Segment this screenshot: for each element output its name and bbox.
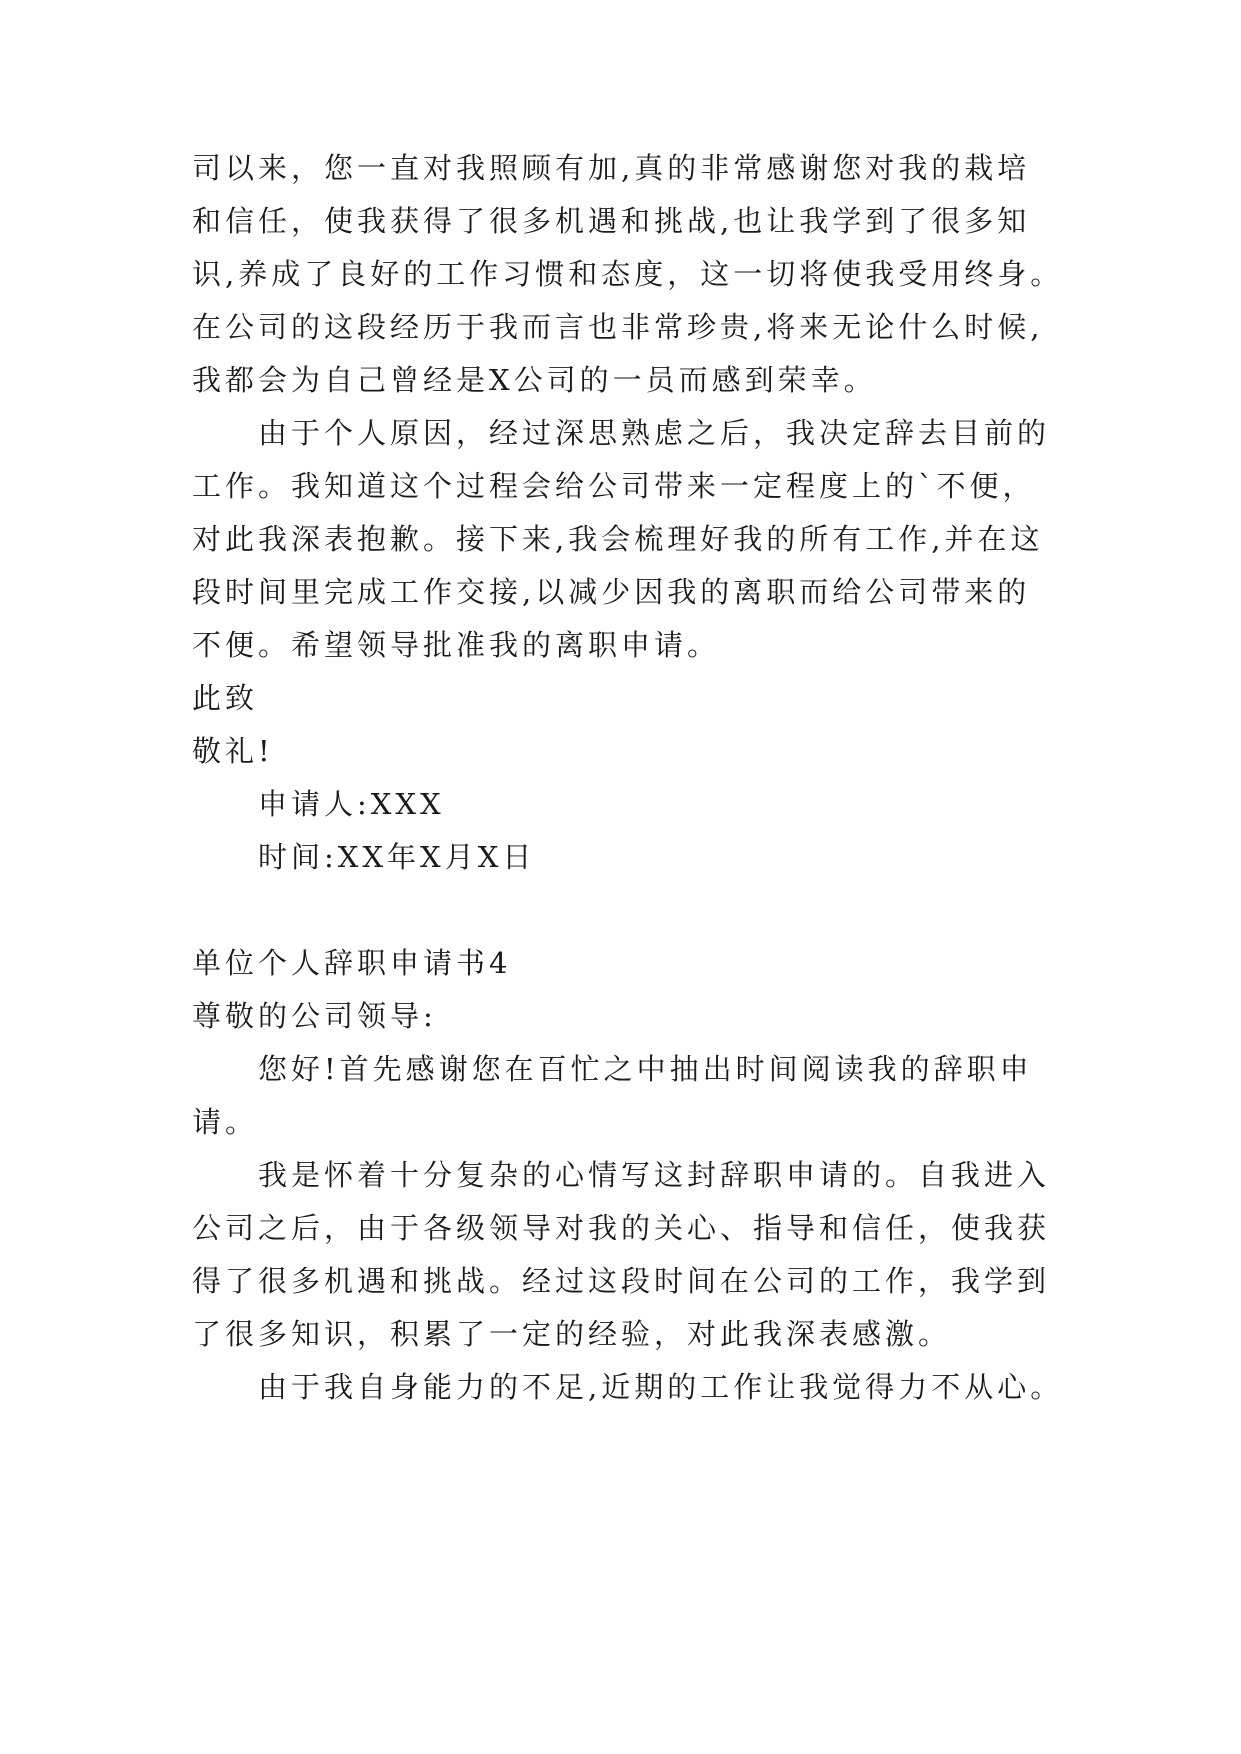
greeting-line: 尊敬的公司领导:	[192, 999, 437, 1033]
date-line: 时间:XX年X月X日	[258, 840, 536, 874]
body-text-line: 识,养成了良好的工作习惯和态度，这一切将使我受用终身。	[192, 257, 1064, 291]
section-title: 单位个人辞职申请书4	[192, 946, 512, 980]
body-text-line: 由于我自身能力的不足,近期的工作让我觉得力不从心。	[258, 1370, 1064, 1404]
body-text-line: 请。	[192, 1105, 259, 1139]
body-text-line: 在公司的这段经历于我而言也非常珍贵,将来无论什么时候,	[192, 310, 1044, 344]
body-text-line: 不便。希望领导批准我的离职申请。	[192, 628, 721, 662]
body-text-line: 您好!首先感谢您在百忙之中抽出时间阅读我的辞职申	[258, 1052, 1033, 1086]
applicant-signature: 申请人:XXX	[258, 787, 445, 821]
body-text-line: 工作。我知道这个过程会给公司带来一定程度上的`不便，	[192, 469, 1036, 503]
body-text-line: 我都会为自己曾经是X公司的一员而感到荣幸。	[192, 363, 877, 397]
closing-text: 此致	[192, 681, 259, 715]
body-text-line: 司以来，您一直对我照顾有加,真的非常感谢您对我的栽培	[192, 151, 1031, 185]
body-text-line: 由于个人原因，经过深思熟虑之后，我决定辞去目前的	[258, 416, 1051, 450]
body-text-line: 了很多知识，积累了一定的经验，对此我深表感激。	[192, 1317, 952, 1351]
body-text-line: 我是怀着十分复杂的心情写这封辞职申请的。自我进入	[258, 1158, 1051, 1192]
body-text-line: 得了很多机遇和挑战。经过这段时间在公司的工作，我学到	[192, 1264, 1051, 1298]
body-text-line: 公司之后，由于各级领导对我的关心、指导和信任，使我获	[192, 1211, 1051, 1245]
salute-text: 敬礼!	[192, 734, 274, 768]
body-text-line: 段时间里完成工作交接,以减少因我的离职而给公司带来的	[192, 575, 1031, 609]
body-text-line: 和信任，使我获得了很多机遇和挑战,也让我学到了很多知	[192, 204, 1031, 238]
body-text-line: 对此我深表抱歉。接下来,我会梳理好我的所有工作,并在这	[192, 522, 1044, 556]
